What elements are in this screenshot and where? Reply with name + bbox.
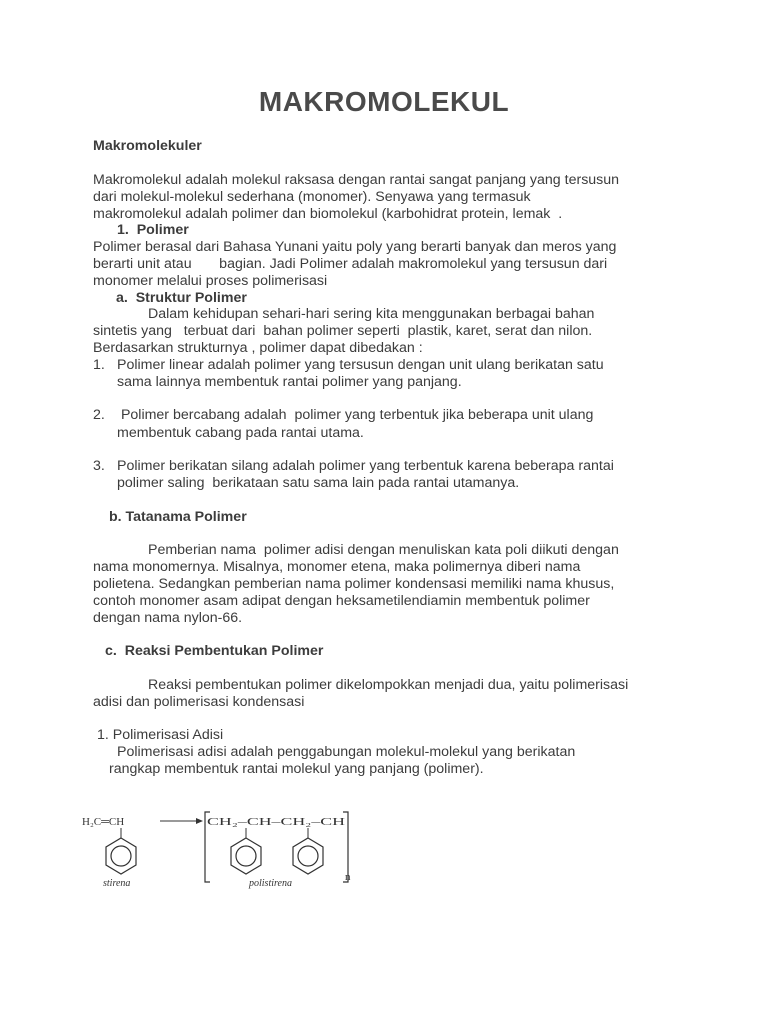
list-item-line-2: membentuk cabang pada rantai utama. [117, 425, 364, 441]
polymer-formula: CH₂–CH–CH₂–CH [207, 816, 346, 828]
list-item-number: 1. [93, 357, 105, 373]
heading-polimerisasi-adisi: 1. Polimerisasi Adisi [97, 727, 224, 743]
reaksi-line-1: Reaksi pembentukan polimer dikelompokkan menjadi dua, yaitu polimerisasi [148, 677, 629, 693]
intro-line-2: dari molekul-molekul sederhana (monomer). Senyawa yang termasuk [93, 189, 531, 205]
styrene-polymerization-figure [80, 808, 370, 898]
adisi-line-2: rangkap membentuk rantai molekul yang panjang (polimer). [109, 761, 484, 777]
list-item-number: 2. [93, 407, 105, 423]
list-item-line-1: Polimer berikatan silang adalah polimer yang terbentuk karena beberapa rantai [117, 458, 614, 474]
polymer-label: polistirena [249, 878, 292, 889]
list-item-line-2: polimer saling berikataan satu sama lain pada rantai utamanya. [117, 475, 520, 491]
tatanama-line-1: Pemberian nama polimer adisi dengan menuliskan kata poli diikuti dengan [148, 542, 619, 558]
heading-polimer: 1. Polimer [117, 222, 189, 238]
list-item-number: 3. [93, 458, 105, 474]
list-item-line-1: Polimer linear adalah polimer yang tersusun dengan unit ulang berikatan satu [117, 357, 604, 373]
repeat-subscript: n [345, 871, 351, 883]
list-item-line-2: sama lainnya membentuk rantai polimer yang panjang. [117, 374, 462, 390]
polimer-line-3: monomer melalui proses polimerisasi [93, 273, 328, 289]
tatanama-line-4: contoh monomer asam adipat dengan heksametilendiamin membentuk polimer [93, 593, 590, 609]
tatanama-line-3: polietena. Sedangkan pemberian nama polimer kondensasi memiliki nama khusus, [93, 576, 615, 592]
heading-reaksi-pembentukan: c. Reaksi Pembentukan Polimer [105, 643, 324, 659]
struktur-line-2: sintetis yang terbuat dari bahan polimer seperti plastik, karet, serat dan nilon. [93, 323, 593, 339]
adisi-line-1: Polimerisasi adisi adalah penggabungan molekul-molekul yang berikatan [117, 744, 576, 760]
monomer-formula: H₂C═CH [82, 816, 125, 828]
reaction-arrow-icon [160, 818, 203, 824]
monomer-label: stirena [103, 878, 131, 889]
benzene-ring-icon [231, 838, 261, 874]
polimer-line-2: berarti unit atau bagian. Jadi Polimer adalah makromolekul yang tersusun dari [93, 256, 608, 272]
tatanama-line-2: nama monomernya. Misalnya, monomer etena, maka polimernya diberi nama [93, 559, 581, 575]
heading-tatanama-polimer: b. Tatanama Polimer [109, 509, 247, 525]
heading-makromolekuler: Makromolekuler [93, 138, 202, 154]
polimer-line-1: Polimer berasal dari Bahasa Yunani yaitu poly yang berarti banyak dan meros yang [93, 239, 617, 255]
intro-line-3: makromolekul adalah polimer dan biomolekul (karbohidrat protein, lemak . [93, 206, 563, 222]
page-title: MAKROMOLEKUL [258, 86, 510, 117]
tatanama-line-5: dengan nama nylon-66. [93, 610, 243, 626]
struktur-line-1: Dalam kehidupan sehari-hari sering kita menggunakan berbagai bahan [148, 306, 595, 322]
intro-line-1: Makromolekul adalah molekul raksasa dengan rantai sangat panjang yang tersusun [93, 172, 620, 188]
benzene-ring-icon [293, 838, 323, 874]
struktur-line-3: Berdasarkan strukturnya , polimer dapat dibedakan : [93, 340, 423, 356]
list-item-line-1: Polimer bercabang adalah polimer yang terbentuk jika beberapa unit ulang [117, 407, 594, 423]
heading-struktur-polimer: a. Struktur Polimer [116, 290, 247, 306]
benzene-ring-icon [106, 838, 136, 874]
reaksi-line-2: adisi dan polimerisasi kondensasi [93, 694, 305, 710]
